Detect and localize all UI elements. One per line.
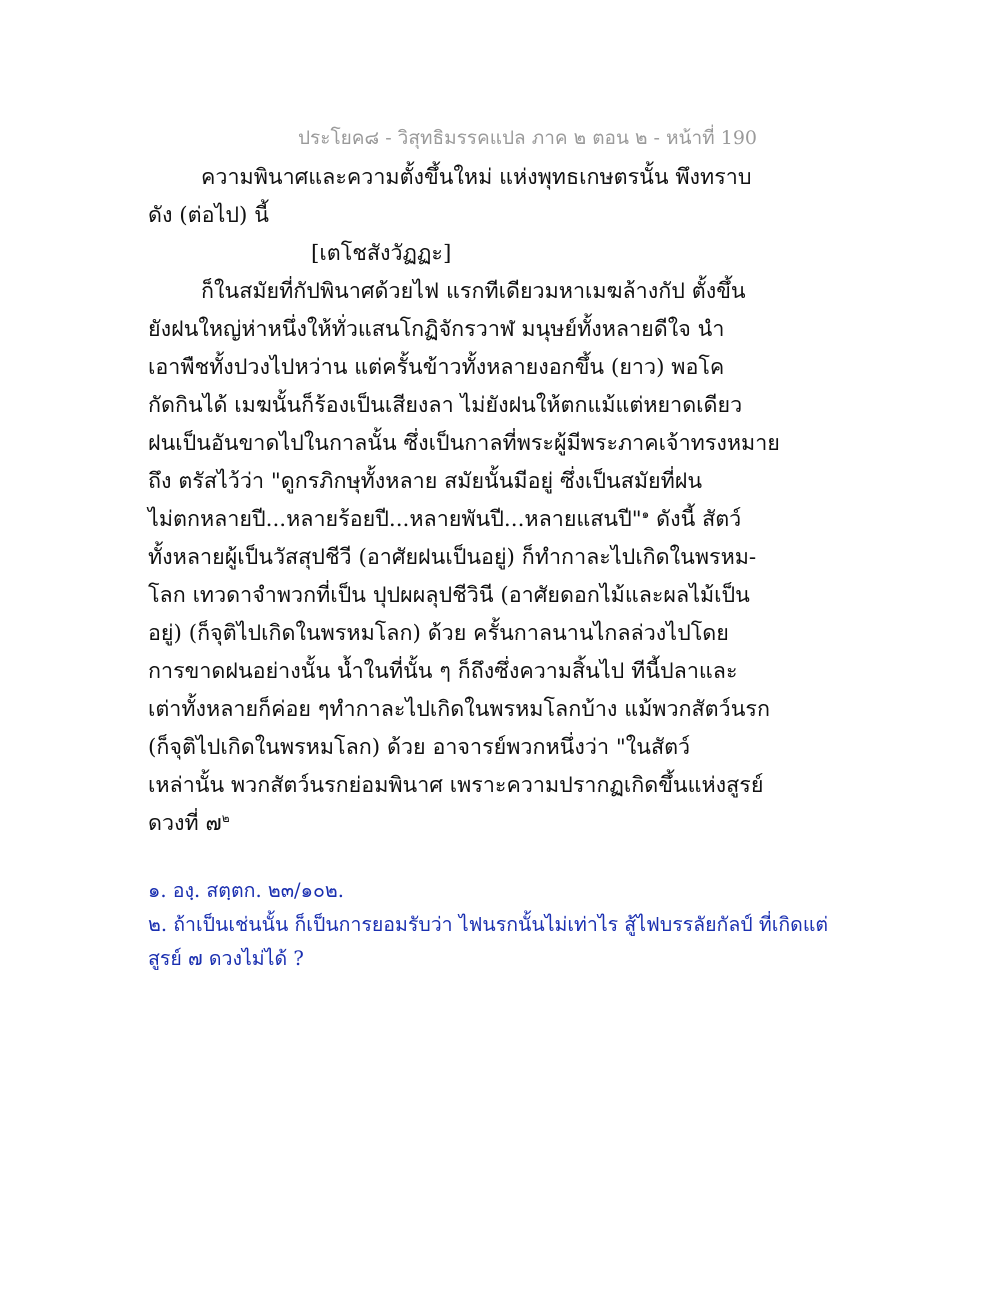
body-line: เอาพืชทั้งปวงไปหว่าน แต่ครั้นข้าวทั้งหลายงอกขึ้น (ยาว) พอโค: [148, 355, 725, 380]
body-line: [148, 501, 768, 539]
body-line: ถึง ตรัสไว้ว่า "ดูกรภิกษุทั้งหลาย สมัยนั้นมีอยู่ ซึ่งเป็นสมัยที่ฝน: [148, 469, 703, 494]
body-line-main: ดวงที่ ๗: [148, 811, 222, 836]
body-line: อยู่) (ก็จุติไปเกิดในพรหมโลก) ด้วย ครั้นกาลนานไกลล่วงไปโดย: [148, 621, 729, 646]
footnote-marker-1: ๑: [641, 506, 650, 521]
body-line: โลก เทวดาจำพวกที่เป็น ปุปผผลุปชีวินี (อาศัยดอกไม้และผลไม้เป็น: [148, 583, 750, 608]
footnote-2-continued: สูรย์ ๗ ดวงไม่ได้ ?: [148, 947, 304, 970]
body-line: กัดกินได้ เมฆนั้นก็ร้องเป็นเสียงลา ไม่ยังฝนให้ตกแม้แต่หยาดเดียว: [148, 393, 743, 418]
body-line: [148, 805, 768, 843]
footnote-1: ๑. องฺ. สตฺตก. ๒๓/๑๐๒.: [148, 879, 344, 902]
body-line: เต่าทั้งหลายก็ค่อย ๆทำกาละไปเกิดในพรหมโลกบ้าง แม้พวกสัตว์นรก: [148, 697, 770, 722]
footnotes: [148, 874, 848, 976]
footnote-marker-2: ๒: [221, 810, 230, 825]
body-text: [148, 159, 780, 843]
footnote-2: ๒. ถ้าเป็นเช่นนั้น ก็เป็นการยอมรับว่า ไฟนรกนั้นไม่เท่าไร สู้ไฟบรรลัยกัลป์ ที่เกิดแต่: [148, 913, 829, 936]
body-line: ดัง (ต่อไป) นี้: [148, 203, 269, 228]
body-line: ยังฝนใหญ่ห่าหนึ่งให้ทั่วแสนโกฏิจักรวาฬ มนุษย์ทั้งหลายดีใจ นำ: [148, 317, 725, 342]
body-line: (ก็จุติไปเกิดในพรหมโลก) ด้วย อาจารย์พวกหนึ่งว่า "ในสัตว์: [148, 735, 691, 760]
body-line: เหล่านั้น พวกสัตว์นรกย่อมพินาศ เพราะความปรากฏเกิดขึ้นแห่งสูรย์: [148, 773, 764, 798]
body-line: ฝนเป็นอันขาดไปในกาลนั้น ซึ่งเป็นกาลที่พระผู้มีพระภาคเจ้าทรงหมาย: [148, 431, 780, 456]
body-line: ทั้งหลายผู้เป็นวัสสุปชีวี (อาศัยฝนเป็นอยู่) ก็ทำกาละไปเกิดในพรหม-: [148, 545, 757, 570]
body-line: การขาดฝนอย่างนั้น น้ำในที่นั้น ๆ ก็ถึงซึ่งความสิ้นไป ทีนี้ปลาและ: [148, 659, 738, 684]
body-line-tail: ดังนี้ สัตว์: [656, 507, 742, 532]
body-line: ความพินาศและความตั้งขึ้นใหม่ แห่งพุทธเกษตรนั้น พึงทราบ: [201, 165, 752, 190]
body-line-main: ไม่ตกหลายปี...หลายร้อยปี...หลายพันปี...หลายแสนปี": [148, 507, 642, 532]
running-header: ประโยค๘ - วิสุทธิมรรคแปล ภาค ๒ ตอน ๒ - หน้าที่ 190: [298, 127, 758, 149]
section-heading: [เตโชสังวัฏฏะ]: [311, 241, 452, 266]
body-line: ก็ในสมัยที่กัปพินาศด้วยไฟ แรกทีเดียวมหาเมฆล้างกัป ตั้งขึ้น: [201, 279, 746, 304]
